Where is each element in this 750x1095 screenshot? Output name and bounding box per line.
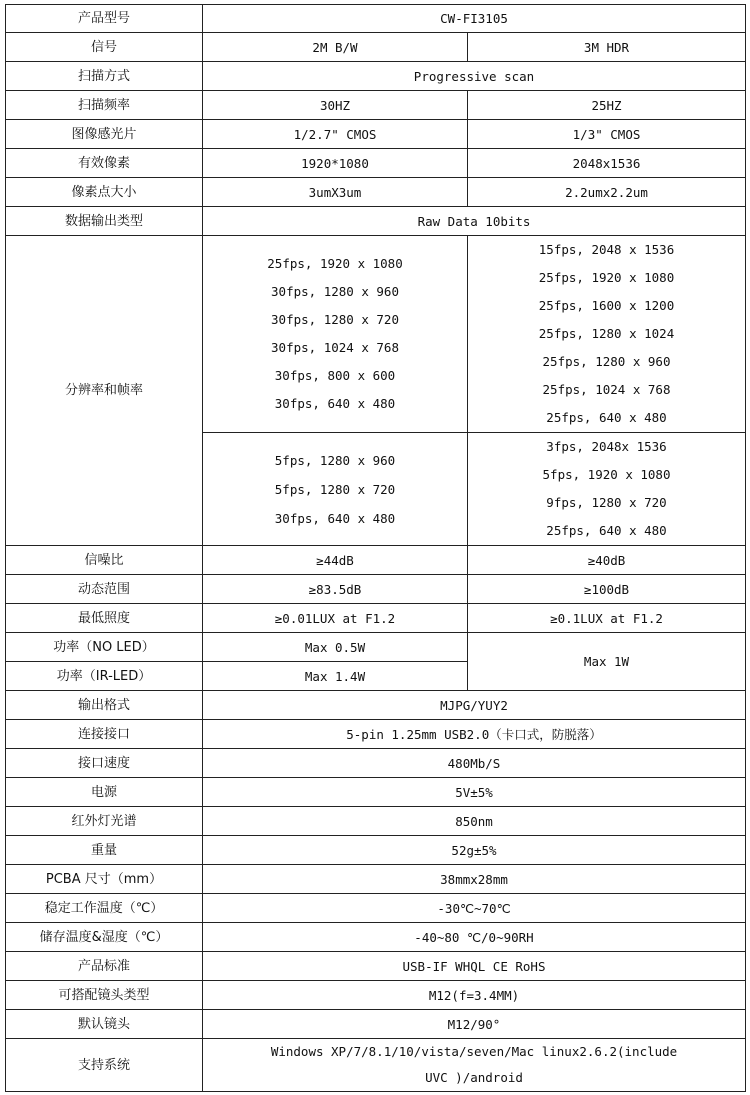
row-dynamic-range bbox=[6, 575, 746, 604]
row-power-no-led bbox=[6, 633, 746, 662]
label-pixel-size: 像素点大小 bbox=[6, 178, 203, 207]
label-pixels: 有效像素 bbox=[6, 149, 203, 178]
label-ir-spectrum: 红外灯光谱 bbox=[6, 807, 203, 836]
value-snr-b: ≥40dB bbox=[468, 546, 746, 575]
row-model bbox=[6, 5, 746, 33]
value-pixel-size-a: 3umX3um bbox=[203, 178, 468, 207]
label-output-format: 输出格式 bbox=[6, 691, 203, 720]
value-power-no-led: Max 0.5W bbox=[203, 633, 468, 662]
row-ir-spectrum bbox=[6, 807, 746, 836]
label-power-ir-led: 功率（IR-LED） bbox=[6, 662, 203, 691]
value-signal-2m: 2M B/W bbox=[203, 33, 468, 62]
row-speed bbox=[6, 749, 746, 778]
value-output-type: Raw Data 10bits bbox=[203, 207, 746, 236]
spec-table bbox=[5, 4, 746, 1092]
resolution-item: 25fps, 1280 x 1024 bbox=[538, 326, 675, 341]
value-dynamic-range-a: ≥83.5dB bbox=[203, 575, 468, 604]
label-weight: 重量 bbox=[6, 836, 203, 865]
row-os bbox=[6, 1039, 746, 1092]
value-pixels-a: 1920*1080 bbox=[203, 149, 468, 178]
value-standard: USB-IF WHQL CE RoHS bbox=[203, 952, 746, 981]
label-os: 支持系统 bbox=[6, 1039, 203, 1092]
value-lens-type: M12(f=3.4MM) bbox=[203, 981, 746, 1010]
value-pixel-size-b: 2.2umx2.2um bbox=[468, 178, 746, 207]
label-connector: 连接接口 bbox=[6, 720, 203, 749]
resolution-item: 30fps, 800 x 600 bbox=[274, 368, 396, 383]
resolution-item: 25fps, 1280 x 960 bbox=[542, 354, 671, 369]
value-power-ir-led: Max 1.4W bbox=[203, 662, 468, 691]
label-work-temp: 稳定工作温度（℃） bbox=[6, 894, 203, 923]
value-ir-spectrum: 850nm bbox=[203, 807, 746, 836]
os-line: UVC )/android bbox=[425, 1070, 523, 1085]
resolution-item: 5fps, 1920 x 1080 bbox=[542, 467, 671, 482]
row-output-type bbox=[6, 207, 746, 236]
row-standard bbox=[6, 952, 746, 981]
resolution-item: 3fps, 2048x 1536 bbox=[546, 439, 667, 454]
resolution-item: 25fps, 1600 x 1200 bbox=[538, 298, 675, 313]
value-default-lens: M12/90° bbox=[203, 1010, 746, 1039]
row-scan-mode bbox=[6, 62, 746, 91]
resolution-item: 30fps, 640 x 480 bbox=[274, 510, 396, 526]
label-min-lux: 最低照度 bbox=[6, 604, 203, 633]
os-line: Windows XP/7/8.1/10/vista/seven/Mac linux2.6.2(include bbox=[270, 1044, 678, 1059]
resolution-item: 25fps, 1920 x 1080 bbox=[267, 256, 403, 271]
resolution-item: 30fps, 1024 x 768 bbox=[271, 340, 399, 355]
row-connector bbox=[6, 720, 746, 749]
resolution-item: 9fps, 1280 x 720 bbox=[546, 495, 667, 510]
row-pixels bbox=[6, 149, 746, 178]
row-min-lux bbox=[6, 604, 746, 633]
resolution-item: 5fps, 1280 x 960 bbox=[274, 452, 396, 468]
row-work-temp bbox=[6, 894, 746, 923]
row-output-format bbox=[6, 691, 746, 720]
row-pixel-size bbox=[6, 178, 746, 207]
row-snr bbox=[6, 546, 746, 575]
resolution-list-a2 bbox=[203, 433, 468, 546]
resolution-item: 30fps, 1280 x 960 bbox=[271, 284, 399, 299]
label-lens-type: 可搭配镜头类型 bbox=[6, 981, 203, 1010]
value-pixels-b: 2048x1536 bbox=[468, 149, 746, 178]
label-standard: 产品标准 bbox=[6, 952, 203, 981]
value-scan-freq-a: 30HZ bbox=[203, 91, 468, 120]
value-snr-a: ≥44dB bbox=[203, 546, 468, 575]
value-output-format: MJPG/YUY2 bbox=[203, 691, 746, 720]
value-os bbox=[203, 1039, 746, 1092]
resolution-item: 25fps, 640 x 480 bbox=[546, 410, 667, 425]
label-sensor: 图像感光片 bbox=[6, 120, 203, 149]
value-scan-mode: Progressive scan bbox=[203, 62, 746, 91]
value-weight: 52g±5% bbox=[203, 836, 746, 865]
label-model: 产品型号 bbox=[6, 5, 203, 33]
resolution-item: 25fps, 1920 x 1080 bbox=[538, 270, 675, 285]
row-resolution-1 bbox=[6, 236, 746, 433]
label-signal: 信号 bbox=[6, 33, 203, 62]
resolution-list-b2 bbox=[468, 433, 746, 546]
resolution-list-b1 bbox=[468, 236, 746, 433]
label-power-supply: 电源 bbox=[6, 778, 203, 807]
label-resolution: 分辨率和帧率 bbox=[6, 236, 203, 546]
value-model: CW-FI3105 bbox=[203, 5, 746, 33]
value-dynamic-range-b: ≥100dB bbox=[468, 575, 746, 604]
value-scan-freq-b: 25HZ bbox=[468, 91, 746, 120]
row-power-supply bbox=[6, 778, 746, 807]
value-signal-3m: 3M HDR bbox=[468, 33, 746, 62]
row-sensor bbox=[6, 120, 746, 149]
resolution-item: 30fps, 1280 x 720 bbox=[271, 312, 399, 327]
resolution-item: 25fps, 640 x 480 bbox=[546, 523, 667, 538]
row-store-temp bbox=[6, 923, 746, 952]
row-pcba bbox=[6, 865, 746, 894]
resolution-item: 15fps, 2048 x 1536 bbox=[538, 242, 675, 257]
resolution-item: 25fps, 1024 x 768 bbox=[542, 382, 671, 397]
label-scan-mode: 扫描方式 bbox=[6, 62, 203, 91]
label-speed: 接口速度 bbox=[6, 749, 203, 778]
value-work-temp: -30℃~70℃ bbox=[203, 894, 746, 923]
value-power-supply: 5V±5% bbox=[203, 778, 746, 807]
value-pcba: 38mmx28mm bbox=[203, 865, 746, 894]
value-power-b: Max 1W bbox=[468, 633, 746, 691]
label-scan-freq: 扫描频率 bbox=[6, 91, 203, 120]
row-default-lens bbox=[6, 1010, 746, 1039]
label-snr: 信噪比 bbox=[6, 546, 203, 575]
value-connector: 5-pin 1.25mm USB2.0（卡口式，防脱落） bbox=[203, 720, 746, 749]
label-pcba: PCBA 尺寸（mm） bbox=[6, 865, 203, 894]
value-min-lux-a: ≥0.01LUX at F1.2 bbox=[203, 604, 468, 633]
resolution-item: 5fps, 1280 x 720 bbox=[274, 481, 396, 497]
value-sensor-b: 1/3" CMOS bbox=[468, 120, 746, 149]
resolution-item: 30fps, 640 x 480 bbox=[274, 396, 396, 411]
row-lens-type bbox=[6, 981, 746, 1010]
label-output-type: 数据输出类型 bbox=[6, 207, 203, 236]
value-min-lux-b: ≥0.1LUX at F1.2 bbox=[468, 604, 746, 633]
row-signal bbox=[6, 33, 746, 62]
resolution-list-a1 bbox=[203, 236, 468, 433]
label-default-lens: 默认镜头 bbox=[6, 1010, 203, 1039]
row-scan-freq bbox=[6, 91, 746, 120]
value-store-temp: -40~80 ℃/0~90RH bbox=[203, 923, 746, 952]
label-store-temp: 储存温度&湿度（℃） bbox=[6, 923, 203, 952]
label-dynamic-range: 动态范围 bbox=[6, 575, 203, 604]
label-power-no-led: 功率（NO LED） bbox=[6, 633, 203, 662]
value-sensor-a: 1/2.7" CMOS bbox=[203, 120, 468, 149]
value-speed: 480Mb/S bbox=[203, 749, 746, 778]
row-weight bbox=[6, 836, 746, 865]
